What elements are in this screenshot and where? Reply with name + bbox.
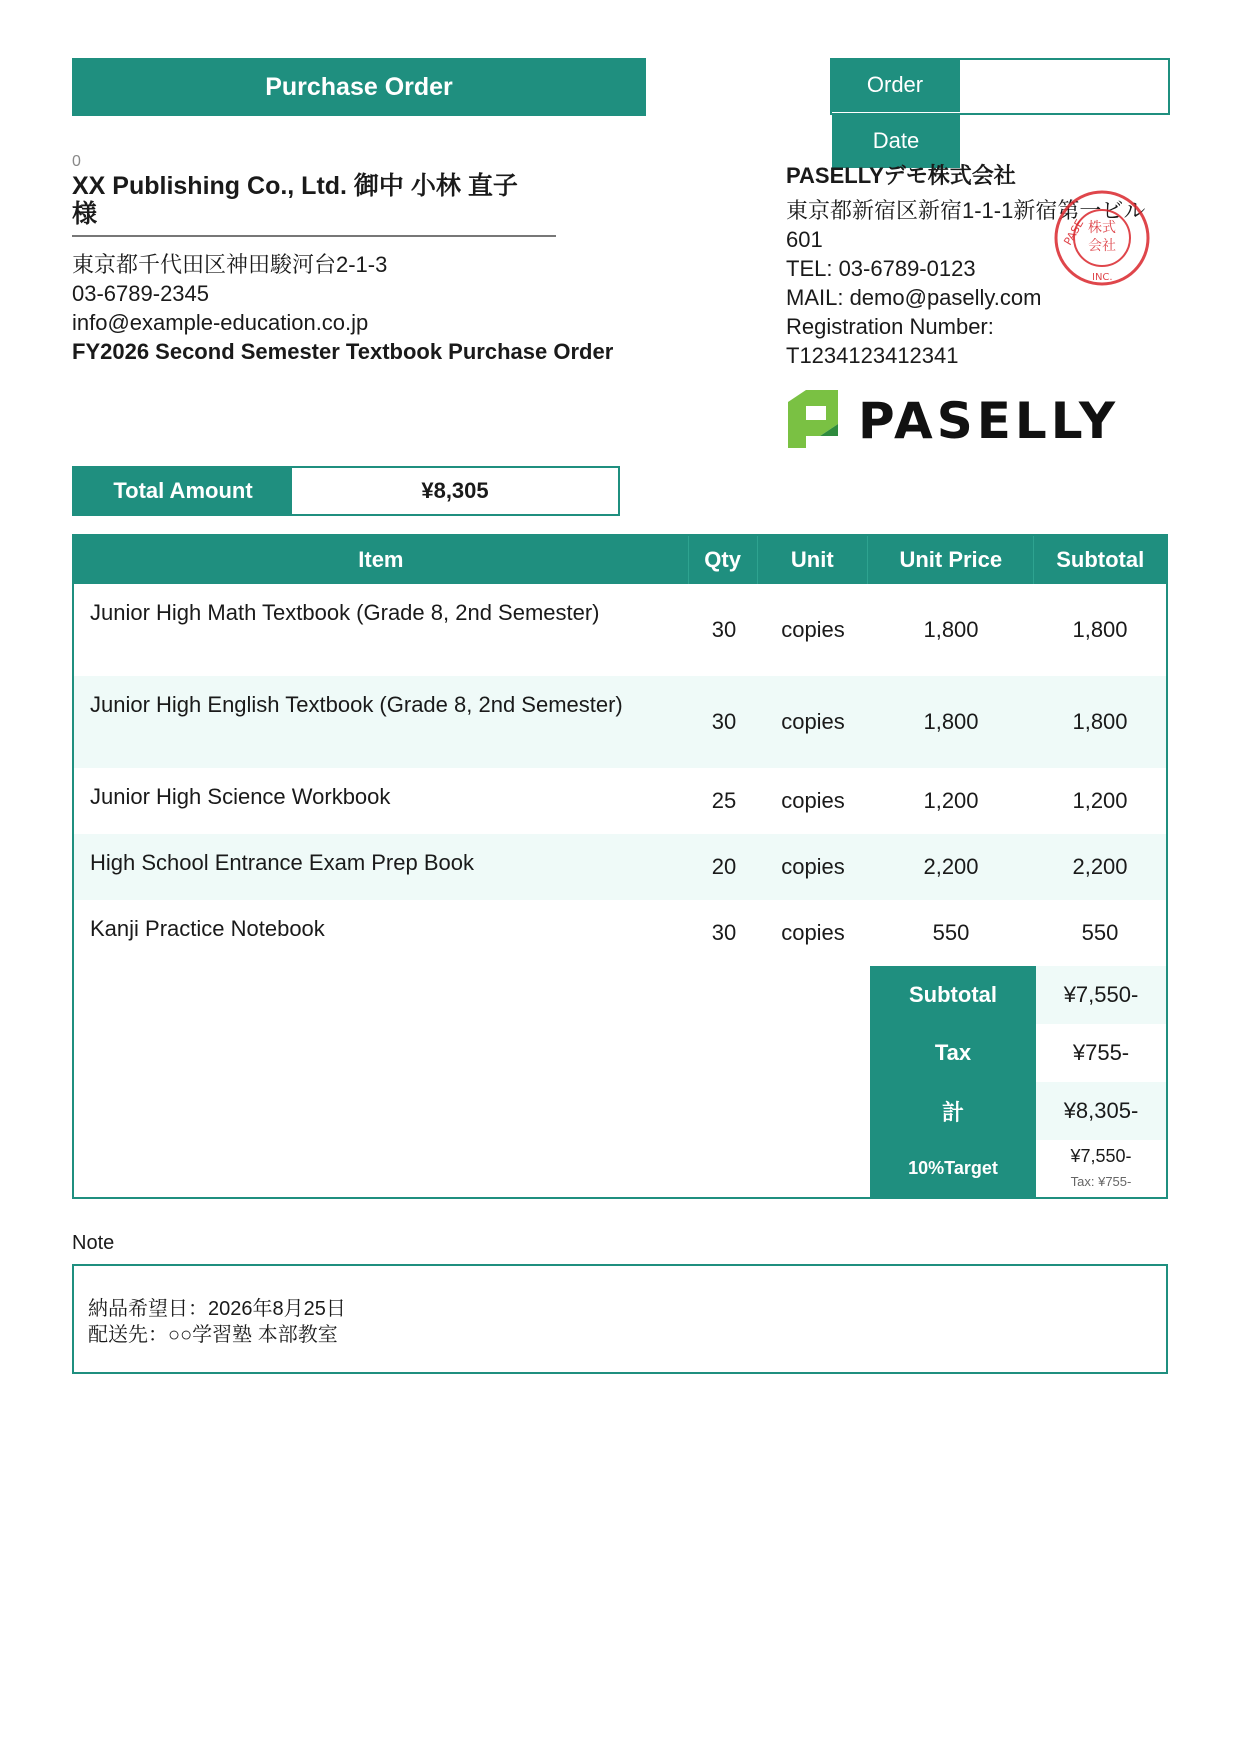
issuer-company: PASELLYデモ株式会社 (786, 163, 1016, 188)
row-qty: 20 (711, 854, 737, 879)
header-unit: Unit (758, 536, 869, 584)
summary-target-value: ¥7,550- (1070, 1145, 1132, 1166)
recipient-email: info@example-education.co.jp (72, 310, 369, 335)
summary-total-label: 計 (870, 1082, 1036, 1140)
summary-subtotal-label: Subtotal (870, 966, 1036, 1024)
svg-text:会社: 会社 (1088, 238, 1116, 254)
summary-total-value: ¥8,305- (1036, 1082, 1166, 1140)
table-row (74, 676, 1166, 768)
row-subtotal: 1,800 (1072, 709, 1128, 734)
svg-text:INC.: INC. (1092, 272, 1113, 283)
header-unit-price: Unit Price (868, 536, 1034, 584)
total-amount-value: ¥8,305 (421, 478, 489, 503)
row-subtotal: 550 (1081, 920, 1119, 945)
total-amount-label: Total Amount (74, 468, 292, 514)
issuer-registration-number: T1234123412341 (786, 343, 959, 368)
issuer-tel: TEL: 03-6789-0123 (786, 256, 976, 281)
table-row (74, 584, 1166, 676)
summary-target-tax: Tax: ¥755- (1070, 1173, 1132, 1189)
issuer-mail: MAIL: demo@paselly.com (786, 285, 1042, 310)
note-label: Note (72, 1232, 115, 1254)
recipient-name: XX Publishing Co., Ltd. 御中 小林 直子 様 (72, 172, 518, 228)
row-unit-price: 1,200 (923, 788, 979, 813)
row-unit-price: 550 (932, 920, 970, 945)
paselly-logo (786, 388, 1126, 450)
summary-tax-label: Tax (870, 1024, 1036, 1082)
recipient-underline (72, 235, 556, 237)
row-item: Junior High Science Workbook (90, 784, 391, 809)
row-unit: copies (781, 709, 845, 734)
row-unit-price: 1,800 (923, 617, 979, 642)
row-unit-price: 2,200 (923, 854, 979, 879)
note-box (72, 1264, 1168, 1374)
note-line: 配送先：○○学習塾 本部教室 (88, 1324, 338, 1346)
row-qty: 30 (711, 709, 737, 734)
summary-tax-value: ¥755- (1072, 1040, 1130, 1065)
row-unit: copies (781, 617, 845, 642)
note-line: 納品希望日：2026年8月25日 (88, 1298, 346, 1320)
issuer-address-line1: 東京都新宿区新宿1-1-1新宿第一ビル (786, 198, 1146, 223)
summary-target-value-cell (1036, 1140, 1166, 1197)
row-subtotal: 2,200 (1072, 854, 1128, 879)
header-item: Item (74, 536, 689, 584)
recipient-number: 0 (72, 153, 81, 170)
document-title: Purchase Order (72, 58, 646, 116)
table-row (74, 834, 1166, 900)
row-item: Junior High Math Textbook (Grade 8, 2nd Semester) (90, 600, 600, 625)
total-amount-box (72, 466, 620, 516)
row-qty: 25 (711, 788, 737, 813)
recipient-info (72, 250, 613, 366)
row-unit: copies (781, 788, 845, 813)
row-qty: 30 (711, 920, 737, 945)
row-item: Junior High English Textbook (Grade 8, 2nd Semester) (90, 692, 623, 717)
issuer-registration-label: Registration Number: (786, 314, 994, 339)
row-item: High School Entrance Exam Prep Book (90, 850, 474, 875)
recipient-address: 東京都千代田区神田駿河台2-1-3 (72, 252, 388, 277)
svg-text:PASE: PASE (1061, 217, 1087, 248)
order-label: Order (830, 58, 960, 112)
row-unit: copies (781, 854, 845, 879)
header-qty: Qty (689, 536, 758, 584)
svg-text:PASELLY: PASELLY (858, 392, 1120, 450)
order-subject: FY2026 Second Semester Textbook Purchase Order (72, 339, 614, 364)
row-subtotal: 1,200 (1072, 788, 1128, 813)
table-row (74, 768, 1166, 834)
summary-target-label: 10%Target (870, 1140, 1036, 1197)
header-subtotal: Subtotal (1056, 547, 1145, 572)
company-seal-stamp (1052, 188, 1152, 288)
issuer-address-line2: 601 (786, 227, 823, 252)
row-unit-price: 1,800 (923, 709, 979, 734)
row-item: Kanji Practice Notebook (90, 916, 325, 941)
date-label: Date (832, 114, 960, 168)
recipient-phone: 03-6789-2345 (72, 281, 210, 306)
svg-text:株式: 株式 (1088, 220, 1116, 236)
row-subtotal: 1,800 (1072, 617, 1128, 642)
summary-subtotal-value: ¥7,550- (1036, 966, 1166, 1024)
items-table-header (74, 536, 1166, 584)
row-qty: 30 (711, 617, 737, 642)
table-row (74, 900, 1166, 966)
row-unit: copies (781, 920, 845, 945)
